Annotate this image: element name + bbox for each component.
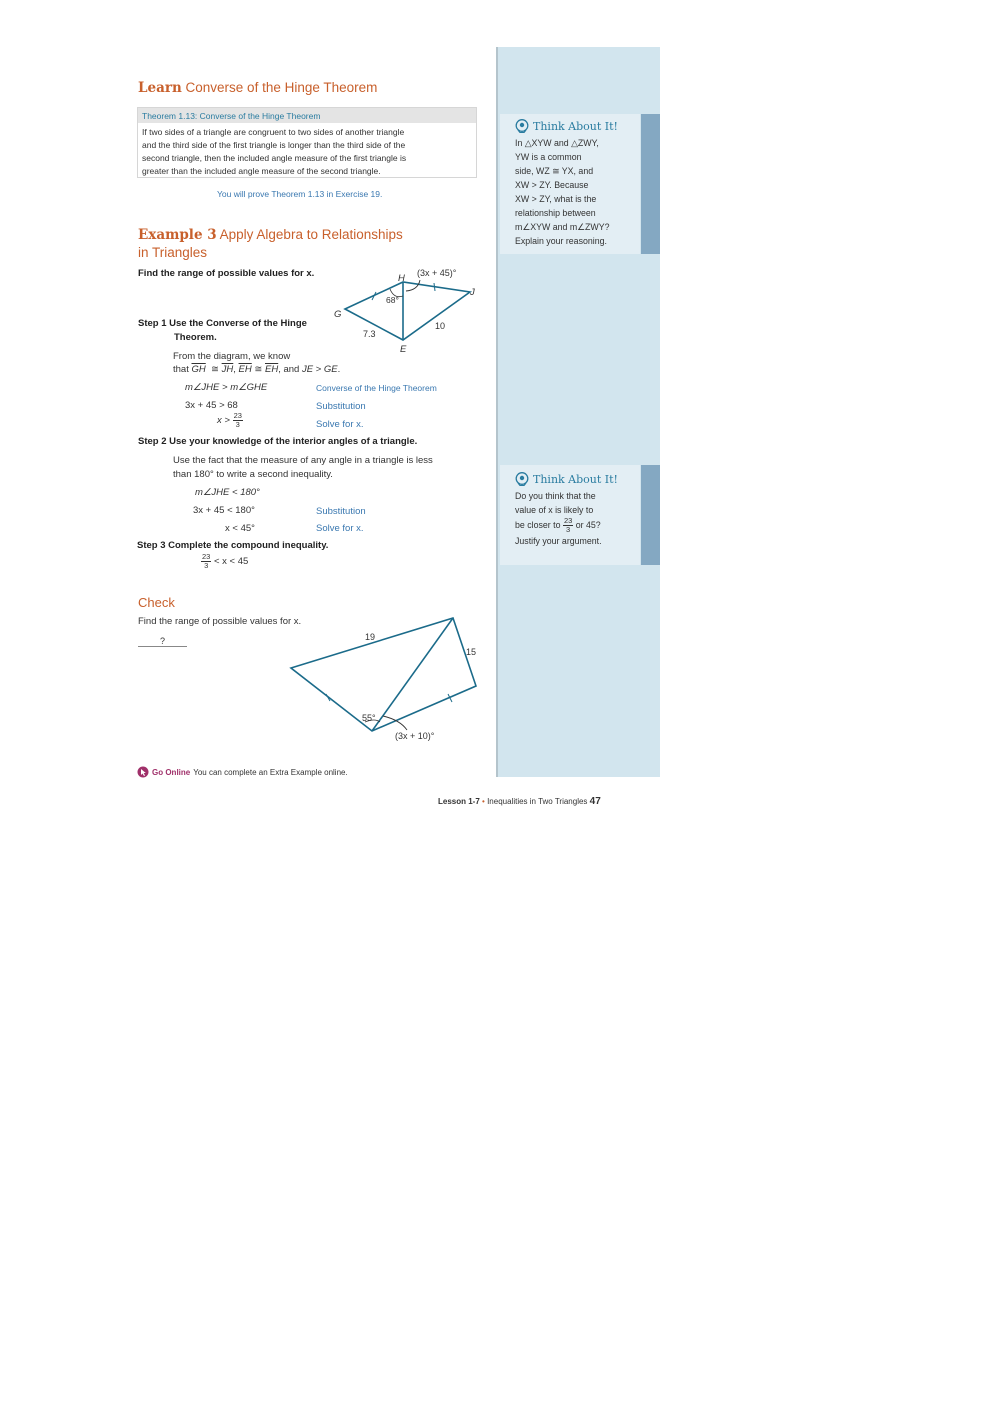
step1-reason: Substitution xyxy=(316,401,366,412)
step1-expr: 3x + 45 > 68 xyxy=(185,400,238,411)
think-about-it-1 xyxy=(515,119,618,248)
label-G: G xyxy=(334,309,342,320)
step2-reason: Solve for x. xyxy=(316,523,364,534)
think-body-1 xyxy=(515,136,618,248)
frac-num: 23 xyxy=(202,552,211,561)
label-J: J xyxy=(470,287,475,298)
side-JE-label: 10 xyxy=(435,321,446,331)
think1-line: In △XYW and △ZWY, xyxy=(515,138,599,148)
theorem-line: greater than the included angle measure of the second triangle. xyxy=(142,166,381,176)
think-about-it-2 xyxy=(515,472,618,548)
think-card-2-accent xyxy=(641,465,660,565)
frac-den: 3 xyxy=(566,525,571,534)
go-online-label: Go Online xyxy=(152,767,191,777)
frac-den: 3 xyxy=(235,420,240,429)
compound-inequality xyxy=(201,553,248,570)
step1-line2: Theorem. xyxy=(174,332,217,343)
step1-heading xyxy=(138,317,307,345)
step1-text-line1: From the diagram, we know xyxy=(173,351,291,362)
step1-text-line2: that $\overline{GH}$ ≅ $\overline{JH}$, $\overline{EH}$ ≅ $\overline{EH}$, and JE > GE. xyxy=(173,364,341,375)
theorem-body xyxy=(142,126,472,178)
tick-mark xyxy=(434,283,435,291)
theorem-line: and the third side of the first triangle is longer than the third side of the xyxy=(142,140,406,150)
hinge-diagram xyxy=(330,262,490,357)
think2-line xyxy=(515,517,618,534)
step2-text-line2: than 180° to write a second inequality. xyxy=(173,469,333,480)
think1-line: m∠XYW and m∠ZWY? xyxy=(515,222,610,232)
step2-expr: x < 45° xyxy=(225,523,255,534)
theorem-note: You will prove Theorem 1.13 in Exercise 19. xyxy=(217,189,383,199)
step1-line1: Step 1 Use the Converse of the Hinge xyxy=(138,318,307,329)
go-online-link[interactable] xyxy=(137,766,348,778)
step1-reason: Solve for x. xyxy=(316,419,364,430)
example-prompt: Find the range of possible values for x. xyxy=(138,268,315,279)
step2-expr: 3x + 45 < 180° xyxy=(193,505,255,516)
answer-input[interactable]: ? xyxy=(138,636,187,647)
cursor-icon xyxy=(137,766,149,778)
think2-line: Justify your argument. xyxy=(515,536,602,546)
fraction xyxy=(563,517,573,534)
think-title-2: Think About It! xyxy=(533,472,618,486)
step2-text-line1: Use the fact that the measure of any angle in a triangle is less xyxy=(173,455,433,466)
think2-line-text: be closer to xyxy=(515,519,561,530)
step1-expr: m∠JHE > m∠GHE xyxy=(185,382,268,393)
step1-reason: Converse of the Hinge Theorem xyxy=(316,383,437,393)
frac-den: 3 xyxy=(204,561,209,570)
example-title: Apply Algebra to Relationships xyxy=(219,227,403,242)
think1-line: Explain your reasoning. xyxy=(515,236,607,246)
side-GE-label: 7.3 xyxy=(363,329,376,339)
frac-num: 23 xyxy=(563,516,573,525)
fraction xyxy=(201,553,211,570)
label-19: 19 xyxy=(365,632,376,642)
angle-expr-label: (3x + 10)° xyxy=(395,731,435,741)
step1-expr-frac xyxy=(217,412,243,429)
angle-arrow xyxy=(406,280,420,291)
example-heading xyxy=(138,226,403,261)
page-footer: Lesson 1-7 • Inequalities in Two Triangles 47 xyxy=(438,796,601,807)
think2-line: Do you think that the xyxy=(515,491,596,501)
think-body-2 xyxy=(515,489,618,548)
page-number: 47 xyxy=(589,796,601,807)
think2-line: value of x is likely to xyxy=(515,505,594,515)
think1-line: XW > ZY, what is the xyxy=(515,194,597,204)
think1-line: relationship between xyxy=(515,208,596,218)
think1-line: YW is a common xyxy=(515,152,582,162)
think2-line-text: or 45? xyxy=(575,519,601,530)
angle-top-label: (3x + 45)° xyxy=(417,268,457,278)
example-label: Example 3 xyxy=(138,227,217,243)
angle-55-label: 55° xyxy=(362,713,376,723)
theorem-line: If two sides of a triangle are congruent to two sides of another triangle xyxy=(142,127,405,137)
label-H: H xyxy=(398,273,405,284)
think-card-1-accent xyxy=(641,114,660,254)
step2-reason: Substitution xyxy=(316,506,366,517)
step1-expr: x > xyxy=(217,415,230,427)
check-prompt: Find the range of possible values for x. xyxy=(138,616,302,627)
learn-title: Converse of the Hinge Theorem xyxy=(185,80,378,95)
label-E: E xyxy=(400,344,407,355)
check-heading: Check xyxy=(138,595,175,610)
think1-line: XW > ZY. Because xyxy=(515,180,589,190)
learn-heading xyxy=(138,80,377,96)
learn-label: Learn xyxy=(138,80,182,96)
step1-text xyxy=(173,350,340,376)
footer-topic: Inequalities in Two Triangles xyxy=(487,797,588,806)
theorem-box xyxy=(137,107,477,178)
compound-tail: < x < 45 xyxy=(213,556,249,568)
step2-text xyxy=(173,454,433,482)
check-diagram xyxy=(285,612,485,747)
lightbulb-head-icon xyxy=(515,472,530,486)
frac-num: 23 xyxy=(233,411,242,420)
step2-heading: Step 2 Use your knowledge of the interior angles of a triangle. xyxy=(138,436,418,447)
go-online-text: You can complete an Extra Example online. xyxy=(193,767,348,777)
think-title-1: Think About It! xyxy=(533,119,618,133)
fraction xyxy=(233,412,243,429)
angle-68-label: 68° xyxy=(386,295,399,305)
theorem-header: Theorem 1.13: Converse of the Hinge Theorem xyxy=(138,108,476,123)
lightbulb-head-icon xyxy=(515,119,530,133)
think1-line: side, WZ ≅ YX, and xyxy=(515,166,594,176)
label-15: 15 xyxy=(466,647,477,657)
step3-heading: Step 3 Complete the compound inequality. xyxy=(137,540,329,551)
footer-lesson: Lesson 1-7 xyxy=(438,797,480,806)
example-title-line2: in Triangles xyxy=(138,245,208,260)
step2-expr: m∠JHE < 180° xyxy=(195,487,260,498)
theorem-line: second triangle, then the included angle measure of the first triangle is xyxy=(142,153,407,163)
